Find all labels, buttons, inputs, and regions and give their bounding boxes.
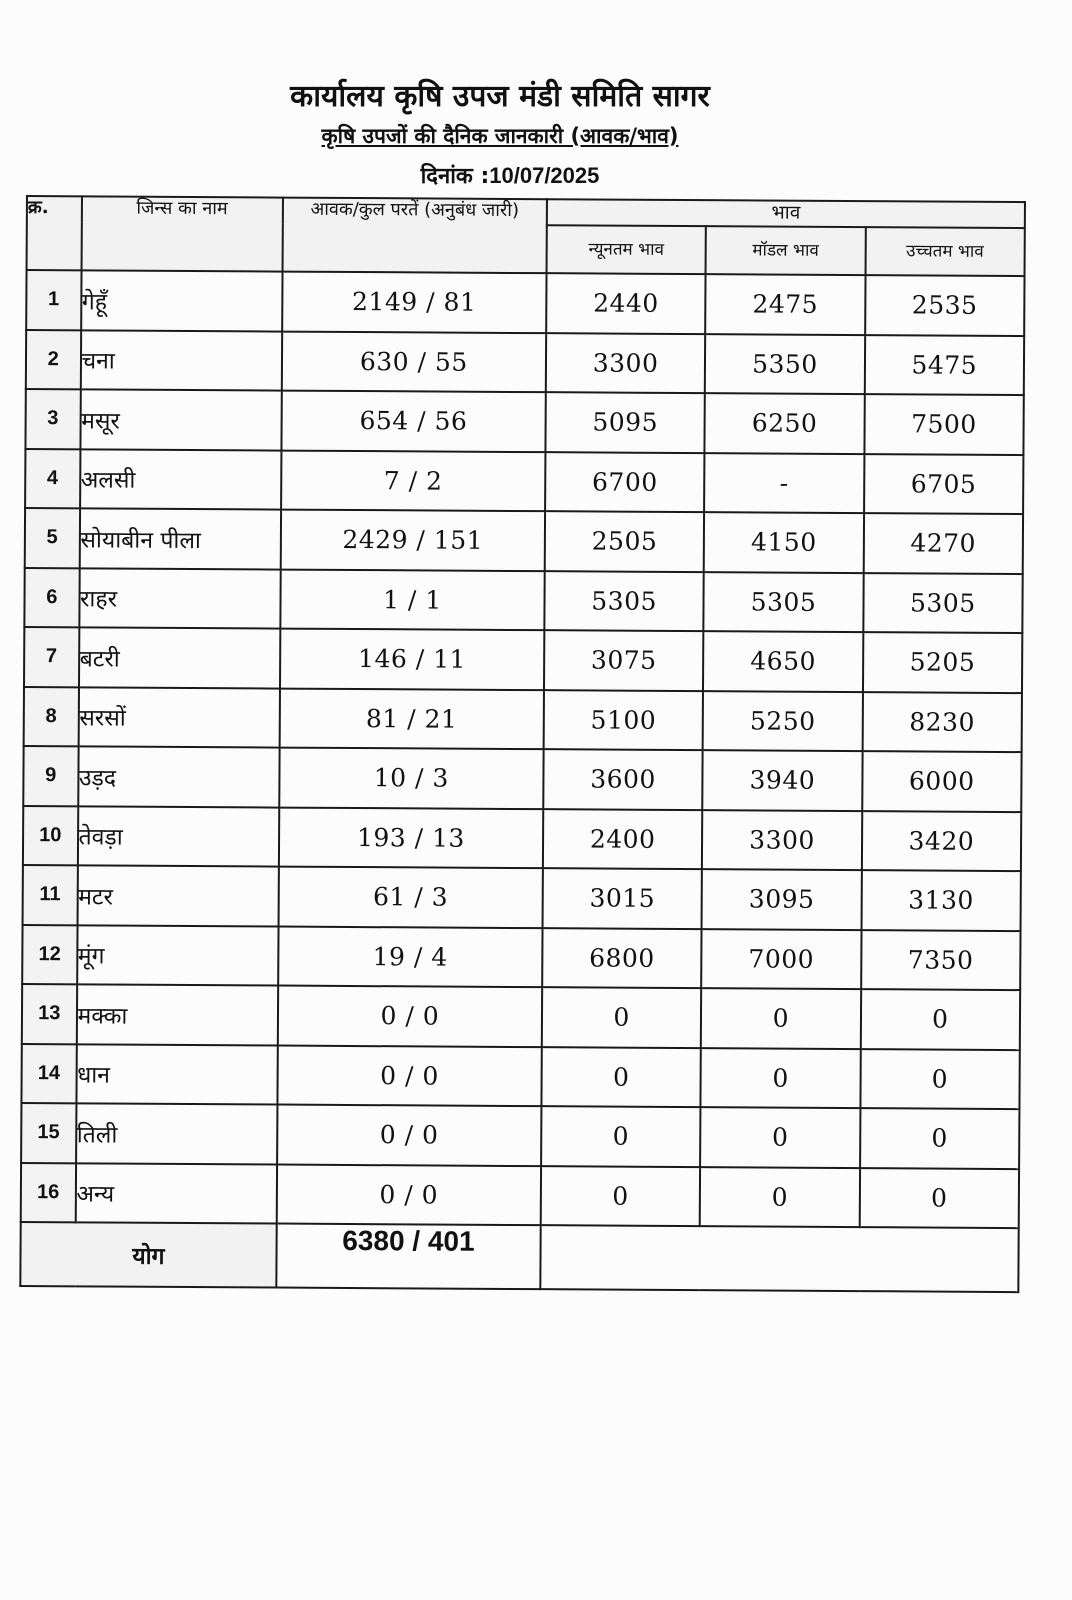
row-number: 10 xyxy=(23,805,78,865)
commodity-name: गेहूँ xyxy=(81,270,283,331)
arrival-count: 81 / 21 xyxy=(279,688,544,749)
min-price: 2400 xyxy=(543,809,703,869)
arrival-count: 10 / 3 xyxy=(279,748,544,809)
row-number: 9 xyxy=(23,746,78,806)
min-price: 0 xyxy=(542,987,702,1047)
min-price: 2505 xyxy=(545,511,705,571)
row-number: 2 xyxy=(26,330,81,390)
table-row xyxy=(21,1103,1019,1169)
model-price: 4150 xyxy=(704,512,864,572)
table-row xyxy=(21,1162,1019,1228)
table-row xyxy=(25,508,1023,574)
commodity-name: मसूर xyxy=(80,389,282,450)
row-number: 14 xyxy=(21,1043,76,1103)
table-row xyxy=(23,746,1021,812)
row-number: 8 xyxy=(24,686,79,746)
table-row xyxy=(26,270,1024,336)
model-price: 0 xyxy=(700,1167,860,1227)
row-number: 13 xyxy=(22,984,77,1044)
max-price: 3130 xyxy=(861,870,1021,930)
min-price: 3600 xyxy=(543,749,703,809)
model-price: 0 xyxy=(701,988,861,1048)
col-header-max: उच्चतम भाव xyxy=(865,227,1025,276)
commodity-name: चना xyxy=(80,330,282,391)
max-price: 4270 xyxy=(863,513,1023,573)
max-price: 0 xyxy=(860,1049,1020,1109)
arrival-count: 654 / 56 xyxy=(281,391,546,452)
max-price: 0 xyxy=(859,1168,1019,1228)
model-price: 0 xyxy=(700,1107,860,1167)
commodity-name: अन्य xyxy=(75,1163,277,1224)
table-row xyxy=(24,686,1022,752)
table-row xyxy=(25,449,1023,515)
model-price: 3940 xyxy=(703,750,863,810)
table-row xyxy=(23,865,1021,931)
arrival-count: 630 / 55 xyxy=(282,331,547,392)
col-header-price-group: भाव xyxy=(547,199,1025,228)
max-price: 5305 xyxy=(863,573,1023,633)
arrival-count: 0 / 0 xyxy=(278,986,543,1047)
max-price: 3420 xyxy=(862,811,1022,871)
min-price: 0 xyxy=(541,1047,701,1107)
date-value: 10/07/2025 xyxy=(489,163,600,188)
max-price: 7500 xyxy=(864,394,1024,454)
max-price: 5475 xyxy=(864,335,1024,395)
row-number: 7 xyxy=(24,627,79,687)
table-row xyxy=(21,1043,1019,1109)
col-header-model: मॉडल भाव xyxy=(706,226,866,275)
total-value: 6380 / 401 xyxy=(276,1224,541,1290)
commodity-name: तेवड़ा xyxy=(77,806,279,867)
arrival-count: 2429 / 151 xyxy=(280,510,545,571)
model-price: 7000 xyxy=(701,929,861,989)
arrival-count: 61 / 3 xyxy=(278,867,543,928)
table-row xyxy=(22,984,1020,1050)
commodity-name: सोयाबीन पीला xyxy=(79,508,281,569)
page-title: कार्यालय कृषि उपज मंडी समिति सागर xyxy=(290,79,710,114)
commodity-name: मक्का xyxy=(76,984,278,1045)
model-price: 5350 xyxy=(705,334,865,394)
model-price: 4650 xyxy=(703,631,863,691)
arrival-count: 2149 / 81 xyxy=(282,272,547,333)
commodity-name: बटरी xyxy=(78,627,280,688)
min-price: 0 xyxy=(541,1106,701,1166)
arrival-count: 1 / 1 xyxy=(280,569,545,630)
page-subtitle: कृषि उपजों की दैनिक जानकारी (आवक/भाव) xyxy=(321,124,679,148)
max-price: 6705 xyxy=(864,454,1024,514)
row-number: 15 xyxy=(21,1103,76,1163)
row-number: 1 xyxy=(26,270,81,330)
row-number: 11 xyxy=(23,865,78,925)
row-number: 3 xyxy=(25,389,80,449)
arrival-count: 7 / 2 xyxy=(281,450,546,511)
date-line xyxy=(380,160,640,190)
min-price: 3075 xyxy=(544,630,704,690)
max-price: 5205 xyxy=(863,632,1023,692)
row-number: 4 xyxy=(25,449,80,509)
table-row xyxy=(22,924,1020,990)
commodity-name: मटर xyxy=(77,865,279,926)
table-row xyxy=(23,805,1021,871)
model-price: 2475 xyxy=(705,274,865,334)
max-price: 2535 xyxy=(865,275,1025,335)
col-header-name: जिन्स का नाम xyxy=(81,196,283,271)
arrival-count: 19 / 4 xyxy=(278,926,543,987)
table-row xyxy=(25,389,1023,455)
row-number: 5 xyxy=(25,508,80,568)
max-price: 0 xyxy=(860,989,1020,1049)
arrival-count: 0 / 0 xyxy=(277,1045,542,1106)
model-price: 6250 xyxy=(705,393,865,453)
col-header-sr: क्र. xyxy=(27,196,82,270)
total-row xyxy=(20,1222,1018,1292)
row-number: 6 xyxy=(24,567,79,627)
col-header-min: न्यूनतम भाव xyxy=(546,225,706,274)
row-number: 16 xyxy=(21,1162,76,1222)
col-header-arrival: आवक/कुल परतें (अनुबंध जारी) xyxy=(282,198,547,274)
table-row xyxy=(24,627,1022,693)
commodity-name: सरसों xyxy=(78,687,280,748)
arrival-count: 193 / 13 xyxy=(279,807,544,868)
max-price: 8230 xyxy=(862,692,1022,752)
row-number: 12 xyxy=(22,924,77,984)
model-price: 3300 xyxy=(702,810,862,870)
model-price: 5305 xyxy=(704,572,864,632)
model-price: 5250 xyxy=(703,691,863,751)
commodity-name: मूंग xyxy=(77,925,279,986)
total-label: योग xyxy=(20,1222,276,1288)
total-blank-cell xyxy=(540,1225,1018,1292)
rates-table xyxy=(19,195,1026,1293)
min-price: 2440 xyxy=(546,273,706,333)
model-price: 3095 xyxy=(702,869,862,929)
min-price: 3015 xyxy=(542,868,702,928)
min-price: 5100 xyxy=(544,690,704,750)
commodity-name: धान xyxy=(76,1044,278,1105)
commodity-name: राहर xyxy=(79,568,281,629)
model-price: - xyxy=(704,453,864,513)
arrival-count: 146 / 11 xyxy=(280,629,545,690)
min-price: 0 xyxy=(541,1166,701,1226)
max-price: 7350 xyxy=(861,930,1021,990)
min-price: 5305 xyxy=(544,571,704,631)
date-label: दिनांक : xyxy=(420,164,490,189)
arrival-count: 0 / 0 xyxy=(276,1164,541,1225)
arrival-count: 0 / 0 xyxy=(277,1105,542,1166)
commodity-name: उड़द xyxy=(78,746,280,807)
max-price: 0 xyxy=(860,1108,1020,1168)
table-row xyxy=(26,330,1024,396)
model-price: 0 xyxy=(701,1048,861,1108)
min-price: 6700 xyxy=(545,452,705,512)
min-price: 5095 xyxy=(545,392,705,452)
max-price: 6000 xyxy=(862,751,1022,811)
table-row xyxy=(24,567,1022,633)
min-price: 6800 xyxy=(542,928,702,988)
commodity-name: तिली xyxy=(76,1103,278,1164)
commodity-name: अलसी xyxy=(80,449,282,510)
min-price: 3300 xyxy=(546,333,706,393)
